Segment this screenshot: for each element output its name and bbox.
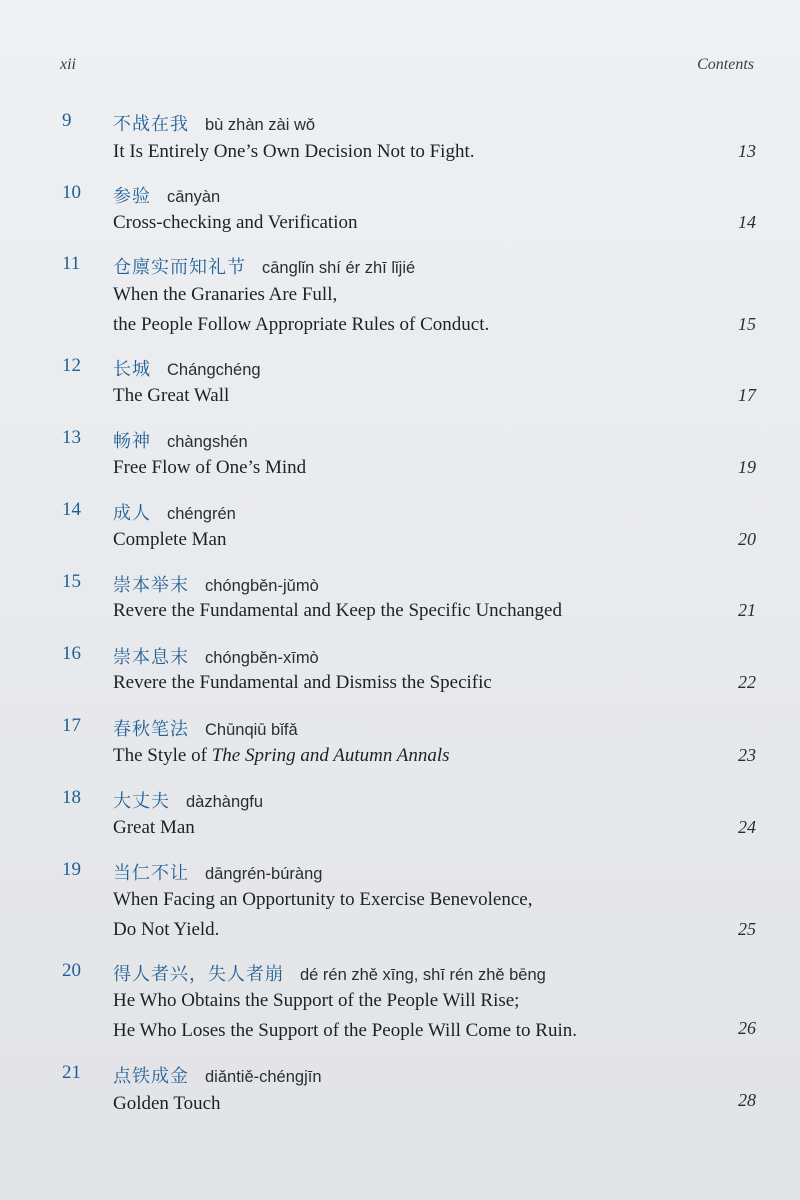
entry-number: 13 [62,427,81,448]
page-ref: 20 [738,529,756,549]
pinyin: Chūnqiū bǐfǎ [205,721,298,739]
english-title [113,745,450,767]
english-title-line-2: Do Not Yield. [113,919,220,940]
chinese-term: 不战在我 [113,114,189,135]
entry-number: 9 [62,110,72,131]
english-title: Great Man [113,817,195,838]
english-title: Cross-checking and Verification [113,212,358,233]
english-title: Golden Touch [113,1093,221,1114]
chinese-term: 当仁不让 [113,863,189,884]
page-ref: 28 [738,1090,756,1110]
chinese-term: 参验 [113,186,151,207]
page-ref: 24 [738,817,756,837]
page-number-roman: xii [60,56,76,73]
english-title: Free Flow of One’s Mind [113,457,307,478]
pinyin: chàngshén [167,433,248,451]
chinese-term: 成人 [113,503,151,524]
pinyin: chóngběn-jǔmò [205,577,319,595]
chinese-term: 大丈夫 [113,791,170,812]
entry-number: 15 [62,571,81,592]
entry-number: 12 [62,355,81,376]
english-title-line-2: the People Follow Appropriate Rules of Conduct. [113,314,490,335]
entry-number: 16 [62,643,81,664]
english-title: Complete Man [113,529,227,550]
pinyin: cānyàn [167,188,221,206]
english-title-line-2: He Who Loses the Support of the People Will Come to Ruin. [113,1020,577,1041]
page-ref: 22 [738,672,756,692]
pinyin: cānglǐn shí ér zhī lǐjié [262,259,416,277]
english-title: Revere the Fundamental and Dismiss the Specific [113,672,492,693]
chinese-term: 畅神 [113,431,151,452]
pinyin: Chángchéng [167,361,261,379]
entry-number: 20 [62,960,81,981]
page-ref: 19 [738,457,756,477]
entry-number: 14 [62,499,81,520]
page-ref: 14 [738,212,756,232]
pinyin: diǎntiě-chéngjīn [205,1068,322,1086]
pinyin: dé rén zhě xīng, shī rén zhě bēng [300,966,546,984]
entry-number: 17 [62,715,81,736]
running-head-section: Contents [697,56,754,73]
page-ref: 15 [738,314,756,334]
chinese-term: 得人者兴，失人者崩 [113,964,284,985]
pinyin: dàzhàngfu [186,793,264,811]
pinyin: chéngrén [167,505,236,523]
chinese-term: 春秋笔法 [113,719,189,740]
english-title: When the Granaries Are Full, [113,284,338,305]
page-ref: 26 [738,1018,756,1038]
english-title: The Great Wall [113,385,230,406]
page-ref: 17 [738,385,756,405]
chinese-term: 崇本息末 [113,647,189,668]
page-ref: 25 [738,919,756,939]
entry-number: 18 [62,787,81,808]
page-ref: 13 [738,141,756,161]
entry-number: 19 [62,859,81,880]
english-title: He Who Obtains the Support of the People Will Rise; [113,990,520,1011]
chinese-term: 长城 [113,359,151,380]
chinese-term: 崇本举末 [113,575,189,596]
page-ref: 23 [738,745,756,765]
english-title-prefix: The Style of [113,745,212,766]
english-title: When Facing an Opportunity to Exercise Benevolence, [113,889,533,910]
page-ref: 21 [738,600,756,620]
pinyin: dāngrén-búràng [205,865,323,883]
english-title: Revere the Fundamental and Keep the Specific Unchanged [113,600,562,621]
chinese-term: 仓廪实而知礼节 [113,257,246,278]
pinyin: bù zhàn zài wǒ [205,116,316,134]
pinyin: chóngběn-xīmò [205,649,319,667]
entry-number: 10 [62,182,81,203]
chinese-term: 点铁成金 [113,1066,189,1087]
entry-number: 21 [62,1062,81,1083]
english-title: It Is Entirely One’s Own Decision Not to Fight. [113,141,475,162]
entry-number: 11 [62,253,81,274]
english-title-italic: The Spring and Autumn Annals [211,745,450,766]
